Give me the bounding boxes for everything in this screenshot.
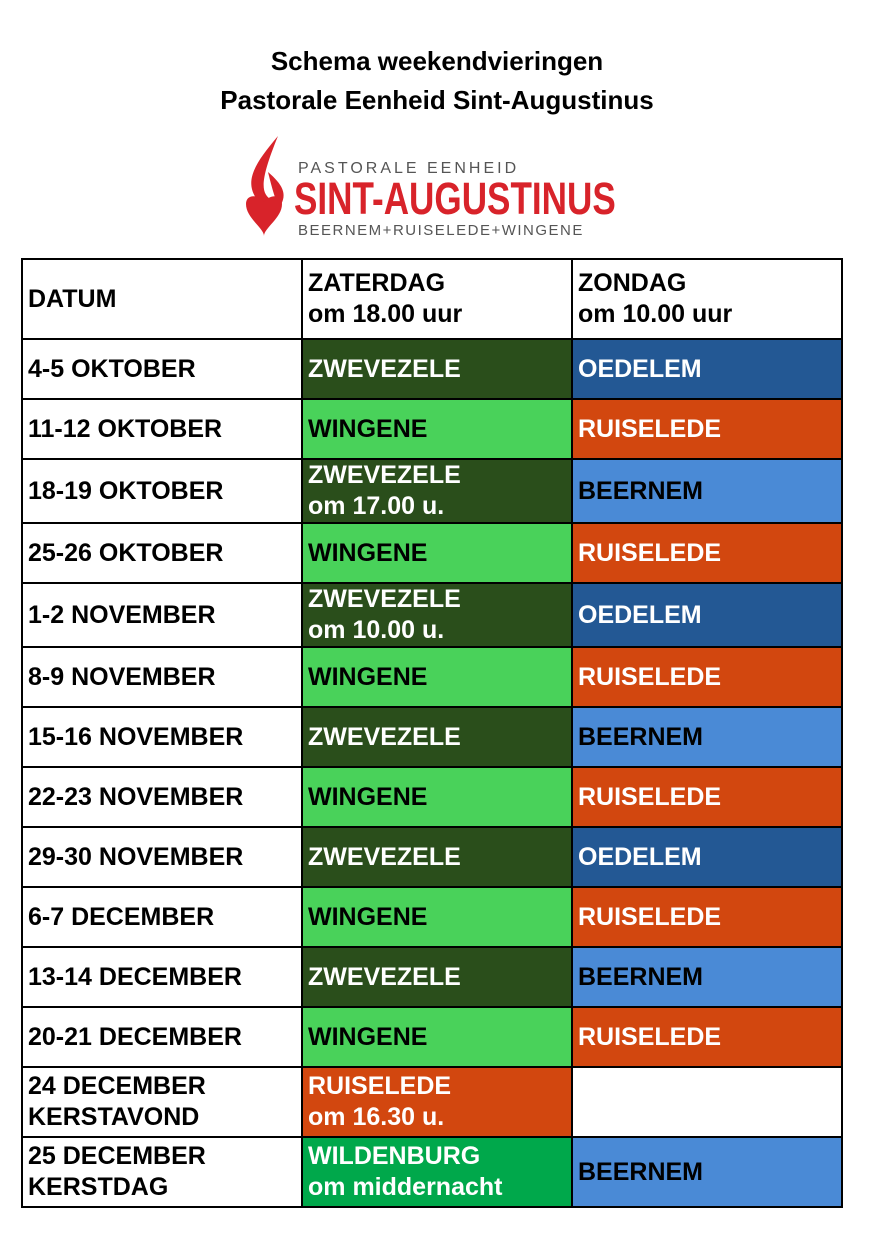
zondag-cell	[572, 459, 842, 523]
table-row	[22, 1007, 842, 1067]
datum-cell	[22, 339, 302, 399]
datum-line: 22-23 NOVEMBER	[28, 782, 244, 811]
zaterdag-cell	[302, 827, 572, 887]
zondag-cell	[572, 767, 842, 827]
zaterdag-line: ZWEVEZELE	[308, 354, 461, 383]
zondag-cell	[572, 523, 842, 583]
zondag-line: RUISELEDE	[578, 782, 722, 811]
datum-cell	[22, 767, 302, 827]
zaterdag-line: WINGENE	[308, 782, 428, 811]
zondag-line: OEDELEM	[578, 600, 702, 629]
zondag-line: BEERNEM	[578, 476, 704, 505]
zaterdag-line: ZWEVEZELE	[308, 842, 461, 871]
zondag-line: BEERNEM	[578, 1157, 704, 1186]
zaterdag-cell	[302, 1067, 572, 1137]
zondag-line: RUISELEDE	[578, 1022, 722, 1051]
zondag-line: RUISELEDE	[578, 902, 722, 931]
datum-line: 29-30 NOVEMBER	[28, 842, 244, 871]
zaterdag-line: om 17.00 u.	[308, 492, 445, 520]
zaterdag-line: WILDENBURG	[308, 1142, 481, 1170]
zaterdag-line: WINGENE	[308, 538, 428, 567]
datum-line: 6-7 DECEMBER	[28, 902, 215, 931]
zaterdag-line: WINGENE	[308, 902, 428, 931]
zondag-cell	[572, 1007, 842, 1067]
datum-line: 15-16 NOVEMBER	[28, 722, 244, 751]
table-row	[22, 827, 842, 887]
datum-line: 13-14 DECEMBER	[28, 962, 242, 991]
datum-line: 1-2 NOVEMBER	[28, 600, 216, 629]
table-row	[22, 1067, 842, 1137]
header-zaterdag: ZATERDAG om 18.00 uur	[302, 259, 572, 339]
datum-line: KERSTAVOND	[28, 1103, 200, 1131]
document-title	[0, 42, 874, 120]
header-datum: DATUM	[22, 259, 302, 339]
datum-cell	[22, 1067, 302, 1137]
zaterdag-line: om 10.00 u.	[308, 616, 445, 644]
title-line-1: Schema weekendvieringen	[270, 46, 604, 76]
table-row	[22, 459, 842, 523]
zaterdag-cell	[302, 339, 572, 399]
table-row	[22, 647, 842, 707]
datum-line: 11-12 OKTOBER	[28, 414, 223, 443]
header-zondag: ZONDAG om 10.00 uur	[572, 259, 842, 339]
zondag-cell	[572, 947, 842, 1007]
zaterdag-cell	[302, 707, 572, 767]
zaterdag-line: ZWEVEZELE	[308, 962, 461, 991]
datum-line: 25 DECEMBER	[28, 1142, 206, 1170]
datum-line: 20-21 DECEMBER	[28, 1022, 242, 1051]
logo-top-text: PASTORALE EENHEID	[298, 160, 520, 177]
zondag-cell	[572, 707, 842, 767]
datum-line: KERSTDAG	[28, 1173, 169, 1201]
logo-main-text: SINT-AUGUSTINUS	[294, 173, 616, 224]
zondag-line: BEERNEM	[578, 962, 704, 991]
zondag-cell	[572, 583, 842, 647]
datum-cell	[22, 1137, 302, 1207]
zaterdag-cell	[302, 887, 572, 947]
zaterdag-line: WINGENE	[308, 414, 428, 443]
datum-cell	[22, 523, 302, 583]
datum-cell	[22, 947, 302, 1007]
zaterdag-cell	[302, 583, 572, 647]
datum-line: 25-26 OKTOBER	[28, 538, 224, 567]
zondag-line: RUISELEDE	[578, 414, 722, 443]
zondag-line: OEDELEM	[578, 842, 702, 871]
logo	[238, 132, 638, 244]
zaterdag-line: om middernacht	[308, 1173, 503, 1201]
datum-cell	[22, 827, 302, 887]
zaterdag-line: om 16.30 u.	[308, 1103, 445, 1131]
title-line-2: Pastorale Eenheid Sint-Augustinus	[220, 85, 654, 115]
table-row	[22, 583, 842, 647]
zaterdag-cell	[302, 1137, 572, 1207]
zondag-cell	[572, 647, 842, 707]
zondag-line: RUISELEDE	[578, 662, 722, 691]
zaterdag-line: RUISELEDE	[308, 1072, 452, 1100]
zaterdag-cell	[302, 459, 572, 523]
table-row	[22, 339, 842, 399]
zaterdag-cell	[302, 399, 572, 459]
zaterdag-line: ZWEVEZELE	[308, 461, 461, 489]
datum-line: 8-9 NOVEMBER	[28, 662, 216, 691]
datum-cell	[22, 399, 302, 459]
zondag-cell	[572, 1137, 842, 1207]
logo-sub-text: BEERNEM+RUISELEDE+WINGENE	[298, 222, 584, 239]
zondag-cell	[572, 887, 842, 947]
zaterdag-cell	[302, 647, 572, 707]
datum-line: 4-5 OKTOBER	[28, 354, 196, 383]
zaterdag-cell	[302, 1007, 572, 1067]
datum-cell	[22, 647, 302, 707]
zondag-cell	[572, 1067, 842, 1137]
zondag-line: OEDELEM	[578, 354, 702, 383]
flame-heart-icon	[238, 132, 298, 244]
datum-cell	[22, 583, 302, 647]
zaterdag-line: WINGENE	[308, 662, 428, 691]
zaterdag-cell	[302, 767, 572, 827]
datum-line: 24 DECEMBER	[28, 1072, 206, 1100]
datum-line: 18-19 OKTOBER	[28, 476, 224, 505]
table-row	[22, 523, 842, 583]
zondag-cell	[572, 399, 842, 459]
datum-cell	[22, 887, 302, 947]
schedule-table	[21, 258, 843, 1208]
table-row	[22, 767, 842, 827]
zaterdag-line: WINGENE	[308, 1022, 428, 1051]
table-row	[22, 1137, 842, 1207]
datum-cell	[22, 707, 302, 767]
zaterdag-line: ZWEVEZELE	[308, 585, 461, 613]
table-row	[22, 707, 842, 767]
zondag-line: BEERNEM	[578, 722, 704, 751]
table-row	[22, 399, 842, 459]
table-row	[22, 887, 842, 947]
zaterdag-line: ZWEVEZELE	[308, 722, 461, 751]
datum-cell	[22, 459, 302, 523]
table-row	[22, 947, 842, 1007]
zondag-line: RUISELEDE	[578, 538, 722, 567]
zondag-cell	[572, 339, 842, 399]
zaterdag-cell	[302, 947, 572, 1007]
zondag-cell	[572, 827, 842, 887]
datum-cell	[22, 1007, 302, 1067]
zaterdag-cell	[302, 523, 572, 583]
